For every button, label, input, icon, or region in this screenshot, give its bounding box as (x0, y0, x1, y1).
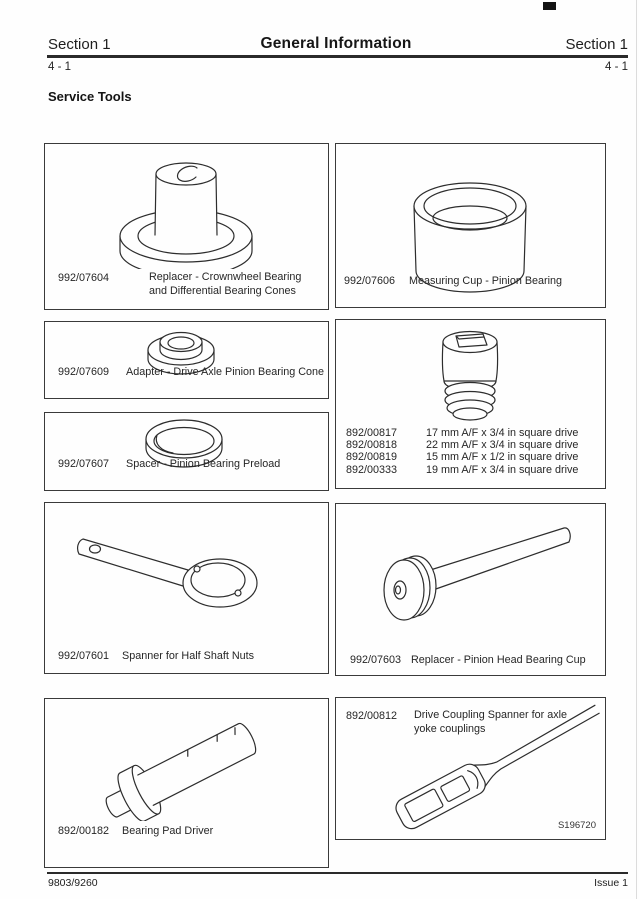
socket-row: 892/00818 22 mm A/F x 3/4 in square drive (346, 439, 579, 452)
part-description: Adapter - Drive Axle Pinion Bearing Cone (126, 366, 325, 378)
socket-row: 892/00817 17 mm A/F x 3/4 in square drive (346, 427, 579, 439)
part-description: Drive Coupling Spanner for axle yoke couplings (414, 709, 568, 735)
tool-box-half-shaft-spanner (44, 502, 329, 674)
part-number: 992/07607 (58, 458, 110, 470)
part-description: Measuring Cup - Pinion Bearing (409, 275, 563, 287)
part-number: 992/07609 (58, 366, 110, 378)
spacer-illustration (45, 413, 328, 490)
socket-row: 892/00819 15 mm A/F x 1/2 in square drive (346, 451, 579, 464)
issue-number: Issue 1 (594, 877, 628, 889)
header-rule (47, 55, 628, 58)
footer-rule (47, 872, 628, 874)
page-title: General Information (260, 35, 412, 52)
half-shaft-spanner-illustration (45, 503, 328, 643)
socket-illustration (336, 320, 605, 425)
socket-row: 892/00333 19 mm A/F x 3/4 in square drive (346, 463, 579, 476)
socket-list (336, 427, 605, 476)
tool-box-pinion-head-replacer (335, 503, 606, 676)
page-ref-right: 4 - 1 (604, 61, 628, 73)
part-description: Spacer - Pinion Bearing Preload (126, 458, 281, 470)
tool-box-spacer (44, 412, 329, 491)
part-description: Bearing Pad Driver (122, 825, 214, 837)
part-description: Replacer - Pinion Head Bearing Cup (411, 654, 586, 666)
scan-mark (543, 2, 556, 10)
header-section-left: Section 1 (48, 36, 111, 53)
part-number: 992/07606 (344, 275, 396, 287)
tool-box-bearing-pad-driver (44, 698, 329, 868)
pinion-head-replacer-illustration (336, 504, 605, 649)
page-ref-left: 4 - 1 (48, 61, 72, 73)
adapter-illustration (45, 322, 328, 398)
scan-edge-line (636, 0, 637, 899)
tool-box-measuring-cup (335, 143, 606, 308)
tool-box-adapter (44, 321, 329, 399)
bearing-pad-driver-illustration (45, 699, 328, 821)
tool-box-drive-coupling-spanner (335, 697, 606, 840)
part-number: 892/00812 (346, 710, 398, 722)
part-number: 892/00182 (58, 825, 110, 837)
service-tools-heading: Service Tools (48, 89, 132, 104)
part-description: Replacer - Crownwheel Bearing and Differential Bearing Cones (149, 271, 302, 297)
publication-number: 9803/9260 (48, 877, 98, 889)
tool-box-sockets (335, 319, 606, 489)
figure-reference: S196720 (557, 820, 596, 831)
header-section-right: Section 1 (565, 36, 628, 53)
part-number: 992/07601 (58, 650, 110, 662)
part-number: 992/07604 (58, 272, 110, 284)
part-description: Spanner for Half Shaft Nuts (122, 650, 255, 662)
tool-box-crownwheel-replacer (44, 143, 329, 310)
crownwheel-replacer-illustration (45, 144, 328, 269)
part-number: 992/07603 (350, 654, 402, 666)
